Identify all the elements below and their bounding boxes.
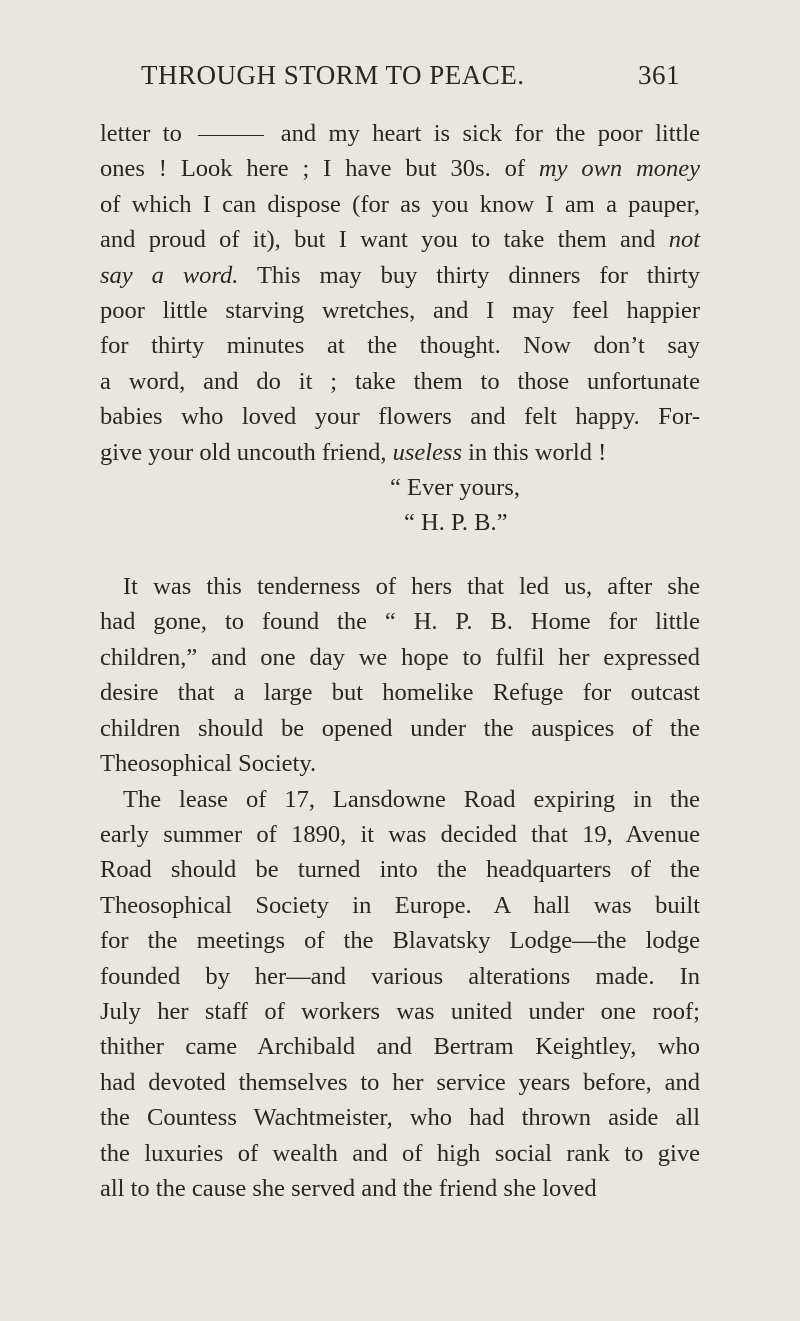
text-line: founded by her—and various alterations made. In (100, 962, 700, 990)
text-line: the Countess Wachtmeister, who had thrown aside all (100, 1104, 700, 1132)
text-line: and proud of it), but I want you to take them and not (100, 226, 701, 254)
running-title: THROUGH STORM TO PEACE. (141, 60, 525, 90)
text-line: children,” and one day we hope to fulfil her expressed (100, 643, 700, 671)
text-line: July her staff of workers was united under one roof; (100, 997, 700, 1025)
text-line: say a word. This may buy thirty dinners for thirty (100, 261, 700, 289)
text-line: had gone, to found the “ H. P. B. Home for little (100, 608, 700, 636)
text-line: The lease of 17, Lansdowne Road expiring in the (123, 785, 700, 813)
text-line: of which I can dispose (for as you know I am a pauper, (100, 190, 700, 218)
page-number: 361 (638, 60, 680, 90)
text-line: ones ! Look here ; I have but 30s. of my own money (100, 155, 701, 183)
text-line: the luxuries of wealth and of high social rank to give (100, 1139, 700, 1167)
text-line: Road should be turned into the headquarters of the (100, 856, 700, 884)
page-body (100, 116, 700, 1206)
text-line: desire that a large but homelike Refuge for outcast (100, 679, 700, 707)
text-line: all to the cause she served and the friend she loved (100, 1174, 597, 1202)
text-line: early summer of 1890, it was decided that 19, Avenue (100, 820, 700, 848)
text-line: It was this tenderness of hers that led us, after she (123, 573, 700, 601)
page-header (120, 60, 680, 100)
text-line: letter to and my heart is sick for the poor little (100, 120, 701, 147)
paragraph (100, 569, 700, 781)
text-line: thither came Archibald and Bertram Keightley, who (100, 1033, 700, 1061)
text-line: children should be opened under the auspices of the (100, 714, 700, 742)
text-line: for the meetings of the Blavatsky Lodge—the lodge (100, 927, 700, 955)
paragraph (100, 782, 700, 1207)
closing-line: “ Ever yours, (390, 474, 520, 502)
letter-closing (100, 470, 700, 541)
text-line: for thirty minutes at the thought. Now don’t say (100, 332, 700, 360)
text-line: Theosophical Society. (100, 750, 317, 778)
text-line: Theosophical Society in Europe. A hall was built (100, 891, 700, 919)
text-line: had devoted themselves to her service years before, and (100, 1068, 700, 1096)
text-line: give your old uncouth friend, useless in this world ! (100, 438, 607, 466)
em-dash-rule (198, 135, 264, 136)
text-line: babies who loved your flowers and felt happy. For- (100, 403, 700, 431)
text-line: a word, and do it ; take them to those unfortunate (100, 367, 700, 395)
text-line: poor little starving wretches, and I may feel happier (100, 297, 700, 325)
signature: “ H. P. B.” (404, 509, 508, 537)
